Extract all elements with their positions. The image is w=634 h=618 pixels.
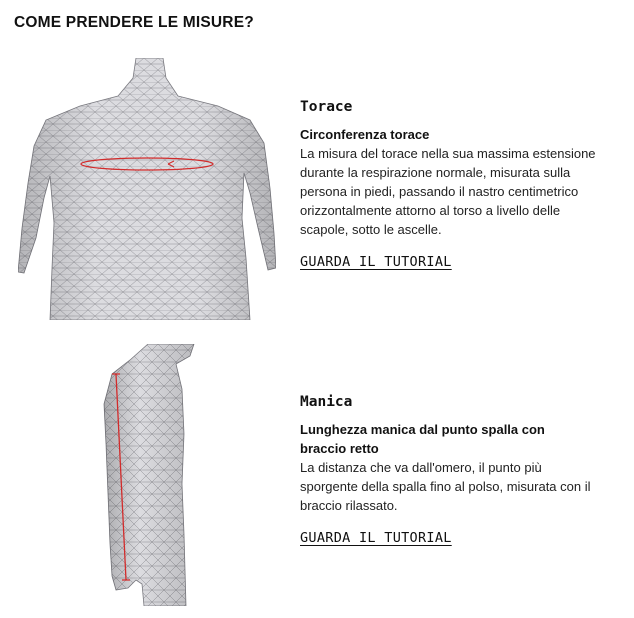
torace-tutorial-link[interactable]: GUARDA IL TUTORIAL bbox=[300, 254, 452, 270]
manica-info bbox=[300, 394, 620, 547]
torso-mesh-figure bbox=[18, 58, 276, 320]
torace-heading: Torace bbox=[300, 99, 353, 115]
arm-side-mesh-figure bbox=[86, 344, 196, 606]
torace-info bbox=[300, 99, 620, 271]
manica-tutorial-link[interactable]: GUARDA IL TUTORIAL bbox=[300, 530, 452, 546]
page-title: COME PRENDERE LE MISURE? bbox=[14, 14, 254, 31]
manica-heading: Manica bbox=[300, 394, 353, 410]
torace-description: La misura del torace nella sua massima estensione durante la respirazione normale, misurata sulla persona in piedi, passando il nastro centimetrico orizzontalmente attorno al torso a livello delle scapole, sotto le ascelle. bbox=[300, 146, 596, 237]
manica-description: La distanza che va dall'omero, il punto più sporgente della spalla fino al polso, misurata con il braccio rilassato. bbox=[300, 460, 591, 513]
manica-subtitle: Lunghezza manica dal punto spalla con braccio retto bbox=[300, 422, 545, 456]
torace-subtitle: Circonferenza torace bbox=[300, 127, 430, 142]
